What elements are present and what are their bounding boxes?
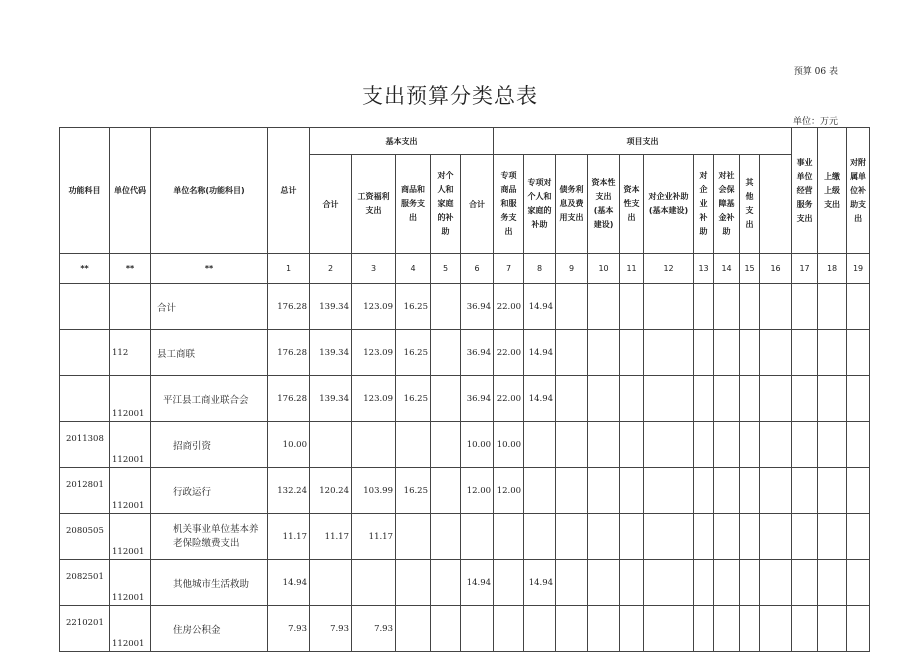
personal-cell <box>431 376 461 422</box>
unit-name-cell: 其他城市生活救助 <box>151 560 268 606</box>
personal-cell <box>431 560 461 606</box>
goods-cell: 16.25 <box>396 330 431 376</box>
func-subject-cell: 2082501 <box>60 560 110 606</box>
col-unit-name: 单位名称(功能科目) <box>151 128 268 254</box>
table-row <box>60 468 870 514</box>
personal-cell <box>431 422 461 468</box>
project-total-cell: 12.00 <box>461 468 494 514</box>
proj-goods-cell: 22.00 <box>494 376 524 422</box>
project-total-cell: 36.94 <box>461 376 494 422</box>
basic-total-cell <box>310 422 352 468</box>
group-project: 项目支出 <box>494 128 792 155</box>
num-cell: 6 <box>461 254 494 284</box>
goods-cell: 16.25 <box>396 468 431 514</box>
num-cell: 9 <box>556 254 588 284</box>
col-capital-infra: 资本性支出(基本建设) <box>588 155 620 254</box>
num-cell: 5 <box>431 254 461 284</box>
salary-cell: 11.17 <box>352 514 396 560</box>
personal-cell <box>431 284 461 330</box>
proj-personal-cell <box>524 422 556 468</box>
proj-goods-cell: 22.00 <box>494 284 524 330</box>
num-cell: 17 <box>792 254 818 284</box>
unit-code-cell: 112 <box>110 330 151 376</box>
total-cell: 11.17 <box>268 514 310 560</box>
proj-goods-cell <box>494 514 524 560</box>
unit-name-cell: 机关事业单位基本养老保险缴费支出 <box>151 514 268 560</box>
project-total-cell <box>461 606 494 652</box>
total-cell: 176.28 <box>268 284 310 330</box>
proj-personal-cell: 14.94 <box>524 376 556 422</box>
unit-name-cell: 合计 <box>151 284 268 330</box>
total-cell: 176.28 <box>268 330 310 376</box>
proj-personal-cell <box>524 514 556 560</box>
unit-name-cell: 平江县工商业联合会 <box>151 376 268 422</box>
salary-cell: 103.99 <box>352 468 396 514</box>
salary-cell: 123.09 <box>352 330 396 376</box>
goods-cell <box>396 514 431 560</box>
goods-cell <box>396 560 431 606</box>
table-row <box>60 330 870 376</box>
total-cell: 176.28 <box>268 376 310 422</box>
personal-cell <box>431 330 461 376</box>
table-row <box>60 606 870 652</box>
salary-cell: 7.93 <box>352 606 396 652</box>
table-row <box>60 560 870 606</box>
unit-code-cell: 112001 <box>110 606 151 652</box>
unit-name-cell: 招商引资 <box>151 422 268 468</box>
unit-name-cell: 行政运行 <box>151 468 268 514</box>
col-social-security: 对社会保障基金补助 <box>714 155 740 254</box>
num-cell: 13 <box>694 254 714 284</box>
col-func-subject: 功能科目 <box>60 128 110 254</box>
proj-personal-cell: 14.94 <box>524 560 556 606</box>
proj-goods-cell: 10.00 <box>494 422 524 468</box>
unit-code-cell: 112001 <box>110 468 151 514</box>
unit-label: 单位：万元 <box>792 117 838 127</box>
col-debt-interest: 债务利息及费用支出 <box>556 155 588 254</box>
total-cell: 10.00 <box>268 422 310 468</box>
basic-total-cell: 120.24 <box>310 468 352 514</box>
project-total-cell: 36.94 <box>461 284 494 330</box>
goods-cell: 16.25 <box>396 284 431 330</box>
num-cell: 19 <box>847 254 870 284</box>
goods-cell <box>396 422 431 468</box>
salary-cell: 123.09 <box>352 376 396 422</box>
basic-total-cell: 7.93 <box>310 606 352 652</box>
func-subject-cell <box>60 376 110 422</box>
col-other: 其他支出 <box>740 155 760 254</box>
basic-total-cell: 139.34 <box>310 330 352 376</box>
proj-personal-cell <box>524 606 556 652</box>
num-cell: 1 <box>268 254 310 284</box>
func-subject-cell <box>60 330 110 376</box>
num-cell: 3 <box>352 254 396 284</box>
proj-goods-cell <box>494 560 524 606</box>
func-subject-cell: 2012801 <box>60 468 110 514</box>
num-cell: 4 <box>396 254 431 284</box>
col-subsidy-affiliated: 对附属单位补助支出 <box>847 128 870 254</box>
col-capital: 资本性支出 <box>620 155 644 254</box>
project-total-cell: 10.00 <box>461 422 494 468</box>
func-subject-cell: 2210201 <box>60 606 110 652</box>
col-proj-personal: 专项对个人和家庭的补助 <box>524 155 556 254</box>
num-cell: 11 <box>620 254 644 284</box>
unit-name-cell: 住房公积金 <box>151 606 268 652</box>
proj-personal-cell: 14.94 <box>524 330 556 376</box>
num-cell: ** <box>110 254 151 284</box>
basic-total-cell <box>310 560 352 606</box>
table-row <box>60 422 870 468</box>
basic-total-cell: 139.34 <box>310 376 352 422</box>
num-cell: ** <box>151 254 268 284</box>
col-personal-family: 对个人和家庭的补助 <box>431 155 461 254</box>
table-row <box>60 284 870 330</box>
col-unit-code: 单位代码 <box>110 128 151 254</box>
num-cell: 15 <box>740 254 760 284</box>
proj-personal-cell <box>524 468 556 514</box>
total-cell: 132.24 <box>268 468 310 514</box>
num-cell: 7 <box>494 254 524 284</box>
personal-cell <box>431 606 461 652</box>
total-cell: 14.94 <box>268 560 310 606</box>
num-cell: 8 <box>524 254 556 284</box>
col-enterprise-subsidy: 对企业补助 <box>694 155 714 254</box>
table-row <box>60 514 870 560</box>
group-basic: 基本支出 <box>310 128 494 155</box>
col-total: 总计 <box>268 128 310 254</box>
table-row <box>60 376 870 422</box>
func-subject-cell <box>60 284 110 330</box>
num-cell: 10 <box>588 254 620 284</box>
col-basic-total: 合计 <box>310 155 352 254</box>
total-cell: 7.93 <box>268 606 310 652</box>
form-code: 预算 06 表 <box>793 67 838 77</box>
num-cell: ** <box>60 254 110 284</box>
proj-personal-cell: 14.94 <box>524 284 556 330</box>
col-project-total: 合计 <box>461 155 494 254</box>
project-total-cell: 14.94 <box>461 560 494 606</box>
num-cell: 18 <box>818 254 847 284</box>
col-salary-welfare: 工资福利支出 <box>352 155 396 254</box>
unit-code-cell: 112001 <box>110 560 151 606</box>
unit-name-cell: 县工商联 <box>151 330 268 376</box>
col-goods-services: 商品和服务支出 <box>396 155 431 254</box>
num-cell: 12 <box>644 254 694 284</box>
num-cell: 16 <box>760 254 792 284</box>
salary-cell <box>352 422 396 468</box>
project-total-cell <box>461 514 494 560</box>
num-cell: 14 <box>714 254 740 284</box>
num-cell: 2 <box>310 254 352 284</box>
goods-cell: 16.25 <box>396 376 431 422</box>
column-number-row <box>60 254 870 284</box>
unit-code-cell: 112001 <box>110 422 151 468</box>
salary-cell <box>352 560 396 606</box>
proj-goods-cell: 12.00 <box>494 468 524 514</box>
func-subject-cell: 2080505 <box>60 514 110 560</box>
col-remit-upper: 上缴上级支出 <box>818 128 847 254</box>
unit-code-cell: 112001 <box>110 514 151 560</box>
goods-cell <box>396 606 431 652</box>
col-proj-goods: 专项商品和服务支出 <box>494 155 524 254</box>
project-total-cell: 36.94 <box>461 330 494 376</box>
budget-table <box>59 127 870 652</box>
unit-code-cell: 112001 <box>110 376 151 422</box>
page-title: 支出预算分类总表 <box>362 84 538 108</box>
salary-cell: 123.09 <box>352 284 396 330</box>
proj-goods-cell <box>494 606 524 652</box>
unit-code-cell <box>110 284 151 330</box>
personal-cell <box>431 468 461 514</box>
personal-cell <box>431 514 461 560</box>
proj-goods-cell: 22.00 <box>494 330 524 376</box>
basic-total-cell: 139.34 <box>310 284 352 330</box>
col-inst-operation: 事业单位经营服务支出 <box>792 128 818 254</box>
basic-total-cell: 11.17 <box>310 514 352 560</box>
col-enterprise-infra: 对企业补助(基本建设) <box>644 155 694 254</box>
func-subject-cell: 2011308 <box>60 422 110 468</box>
